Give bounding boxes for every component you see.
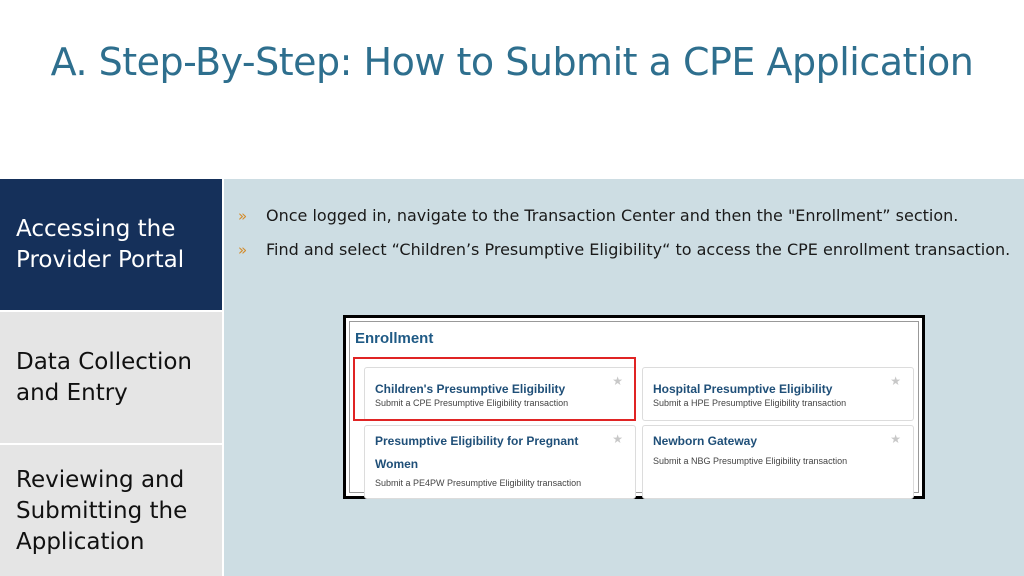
star-icon[interactable]: ★ <box>612 374 623 388</box>
card-subtitle: Submit a CPE Presumptive Eligibility transaction <box>375 398 569 408</box>
instruction-text: Once logged in, navigate to the Transaction Center and then the "Enrollment” section. <box>266 206 959 225</box>
card-hospital-presumptive-eligibility[interactable] <box>642 367 914 421</box>
card-title: Presumptive Eligibility for Pregnant Women <box>375 434 579 471</box>
highlight-box <box>353 357 636 421</box>
card-subtitle: Submit a HPE Presumptive Eligibility transaction <box>653 398 847 408</box>
nav-item-accessing-provider-portal[interactable]: Accessing the Provider Portal <box>0 179 222 310</box>
card-title: Children's Presumptive Eligibility <box>375 382 566 396</box>
section-nav <box>0 179 222 576</box>
nav-item-data-collection[interactable]: Data Collection and Entry <box>0 312 222 443</box>
instruction-text: Find and select “Children’s Presumptive Eligibility“ to access the CPE enrollment transaction. <box>266 240 1011 259</box>
enrollment-section-title: Enrollment <box>355 330 434 347</box>
card-newborn-gateway[interactable] <box>642 425 914 499</box>
card-pregnant-women-eligibility[interactable] <box>364 425 636 499</box>
card-subtitle: Submit a PE4PW Presumptive Eligibility transaction <box>375 478 582 488</box>
instruction-list <box>238 199 1018 267</box>
card-title: Hospital Presumptive Eligibility <box>653 382 833 396</box>
star-icon[interactable]: ★ <box>890 374 901 388</box>
slide-title: A. Step-By-Step: How to Submit a CPE Application <box>50 40 974 84</box>
instruction-item <box>238 199 1018 233</box>
instruction-item <box>238 233 1018 267</box>
star-icon[interactable]: ★ <box>890 432 901 446</box>
card-title: Newborn Gateway <box>653 434 758 448</box>
nav-item-reviewing-submitting[interactable]: Reviewing and Submitting the Application <box>0 445 222 576</box>
bullet-marker: » <box>238 207 248 225</box>
card-subtitle: Submit a NBG Presumptive Eligibility transaction <box>653 456 848 466</box>
bullet-marker: » <box>238 241 248 259</box>
star-icon[interactable]: ★ <box>612 432 623 446</box>
